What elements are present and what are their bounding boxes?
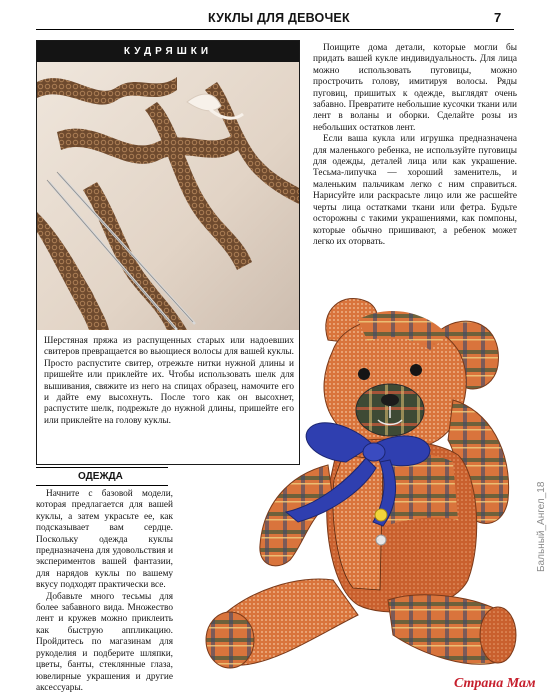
header-rule	[36, 29, 514, 30]
sidebar-banner: КУДРЯШКИ	[37, 41, 299, 62]
section-heading-clothes: ОДЕЖДА	[78, 471, 123, 482]
page-number: 7	[494, 10, 502, 25]
section-rule-bottom	[36, 485, 168, 486]
right-paragraph: Поищите дома детали, которые могли бы придать вашей кукле индивидуальность. Для лица можно использовать пуговицы, можно прострочить голову, имитируя волосы. Ряды пуговиц, пришитых к одежде, выглядят очень забавно. Превратите небольшие кусочки ткани или лент в воланы и оборки. Сделайте розы из небольших остатков лент.	[313, 43, 517, 133]
clothes-paragraph: Начните с базовой модели, которая предлагается для вашей куклы, а затем украсьте ее, как подсказывает вам сердце. Поскольку одежда куклы предназначена для удовольствия и экспериментов вашей фантазии, для нарядов куклы по вашему вкусу подходят практически все.	[36, 489, 173, 591]
sidebar-caption: Шерстяная пряжа из распущенных старых или надоевших свитеров превращается во вьющиеся волосы для вашей куклы. Просто распустите свитер, отрежьте нитки нужной длины и пришейте или приклейте их. Чтобы использовать шелк для вышивания, свяжите из него на спицах образец, намочите его и дайте ему высохнуть. После того как он высохнет, распустите шелк, подрежьте до нужной длины, пришейте его или приклейте на голову куклы.	[44, 336, 294, 426]
clothes-section-text	[36, 489, 173, 694]
section-rule-top	[36, 467, 168, 468]
site-logo-watermark: Страна Мам	[454, 676, 536, 691]
teddy-bear-photo	[168, 290, 520, 670]
right-paragraph: Если ваша кукла или игрушка предназначена для маленького ребенка, не используйте пуговицы для одежды, деталей лица или как украшение. Тесьма-липучка — хороший заменитель, и маленьким пальчикам легко с ним справиться. Нарисуйте или раскрасьте лицо или же расшейте черты лица остатками ткани или фетра. Будьте осторожны с такими украшениями, как помпоны, которые обычно пришивают, а ребенок может легко их оторвать.	[313, 134, 517, 247]
side-watermark: Бальный_Ангел_18	[536, 481, 547, 572]
clothes-paragraph: Добавьте много тесьмы для более забавного вида. Множество лент и кружев можно приклеить как быструю аппликацию. Пройдитесь по магазинам для рукоделия и подберите шляпки, цветы, банты, стеклянные глаза, ювелирные украшения и другие аксессуары.	[36, 591, 173, 693]
running-header-title: КУКЛЫ ДЛЯ ДЕВОЧЕК	[208, 11, 350, 25]
right-column-text	[313, 43, 517, 248]
